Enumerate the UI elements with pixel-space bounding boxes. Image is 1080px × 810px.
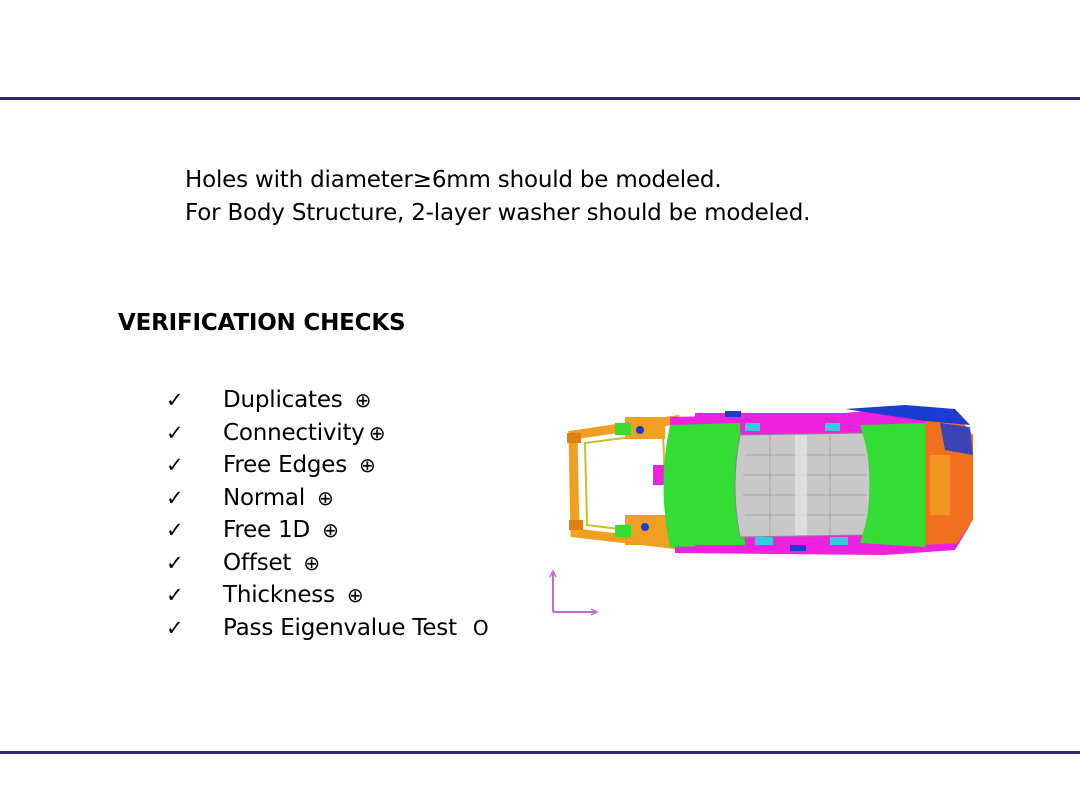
check-item [166, 579, 488, 612]
circled-plus-icon: ⊕ [358, 453, 376, 478]
verification-checklist [166, 384, 488, 644]
checkmark-icon: ✓ [166, 485, 184, 510]
circled-plus-icon: ⊕ [317, 485, 334, 510]
top-rule [0, 97, 1080, 100]
circled-plus-icon: ⊕ [322, 518, 339, 543]
circled-plus-icon: ⊕ [346, 583, 364, 608]
check-item [166, 514, 488, 547]
car-body-mesh-image [545, 395, 985, 630]
circled-plus-icon: ⊕ [303, 550, 320, 575]
check-label: Connectivity [223, 419, 365, 446]
checkmark-icon: ✓ [166, 550, 184, 575]
checkmark-icon: ✓ [166, 420, 184, 445]
check-label: Free Edges [223, 452, 347, 479]
axis-triad-icon [550, 571, 597, 615]
check-label: Pass Eigenvalue Test [223, 614, 457, 641]
check-item [166, 482, 488, 515]
circle-icon: O [472, 615, 489, 640]
intro-line-1: Holes with diameter≥6mm should be modeled. [185, 167, 722, 193]
checkmark-icon: ✓ [166, 388, 184, 413]
bottom-rule [0, 751, 1080, 754]
front-frame [567, 417, 680, 545]
intro-text [185, 164, 810, 230]
checkmark-icon: ✓ [166, 583, 184, 608]
check-item [166, 449, 488, 482]
check-label: Duplicates [223, 387, 343, 414]
check-label: Normal [223, 484, 306, 511]
checkmark-icon: ✓ [166, 453, 184, 478]
check-item [166, 417, 488, 450]
intro-line-2: For Body Structure, 2-layer washer should be modeled. [185, 200, 811, 226]
check-item [166, 612, 488, 645]
checkmark-icon: ✓ [166, 518, 184, 543]
circled-plus-icon: ⊕ [354, 388, 372, 413]
check-label: Free 1D [223, 517, 311, 544]
check-item [166, 547, 488, 580]
circled-plus-icon: ⊕ [368, 420, 386, 445]
check-label: Thickness [223, 582, 335, 609]
car-body-mesh-icon [567, 405, 973, 555]
section-heading: VERIFICATION CHECKS [118, 310, 406, 336]
check-label: Offset [223, 549, 292, 576]
checkmark-icon: ✓ [166, 615, 184, 640]
check-item [166, 384, 488, 417]
